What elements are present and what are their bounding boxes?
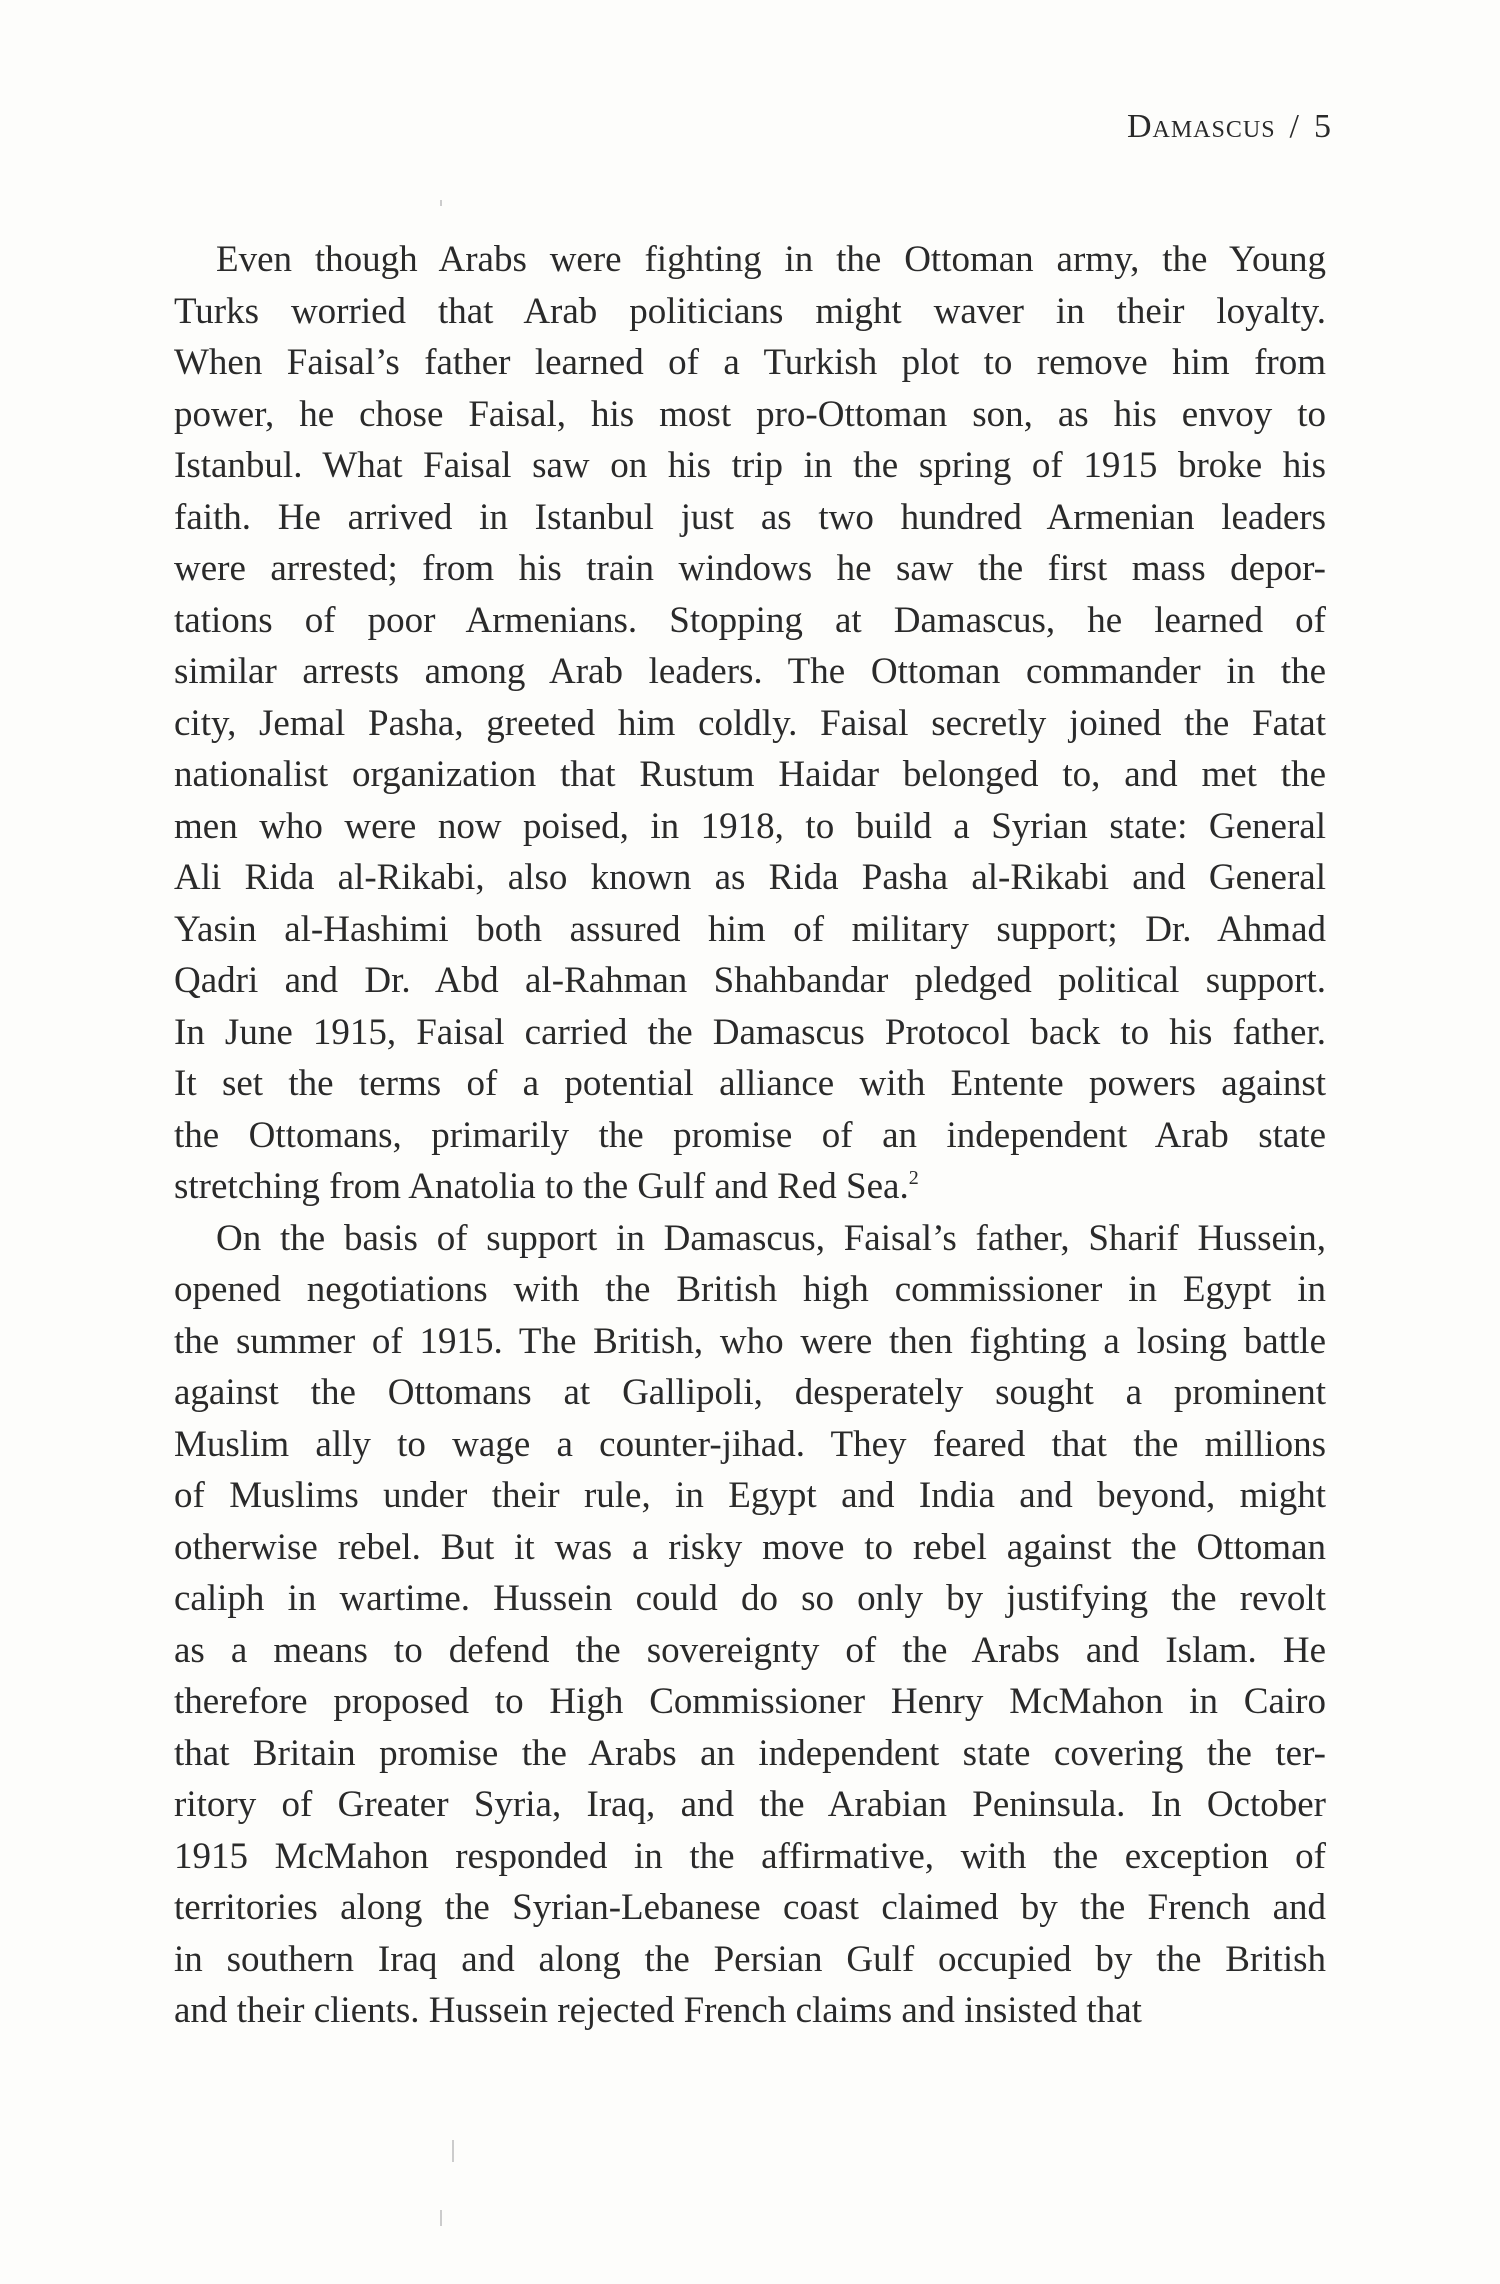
line-text: Ali Rida al-Rikabi, also known as Rida Pasha al-Rikabi and General [174, 857, 1326, 898]
page-number: 5 [1314, 108, 1332, 145]
line-text: On the basis of support in Damascus, Faisal’s father, Sharif Hussein, [216, 1217, 1326, 1259]
body-text [174, 234, 1326, 2037]
text-line [174, 1882, 1326, 1934]
text-line [174, 1676, 1326, 1728]
footnote-marker[interactable]: 2 [908, 1167, 919, 1189]
line-text: Yasin al-Hashimi both assured him of military support; Dr. Ahmad [174, 908, 1326, 950]
text-line [174, 955, 1326, 1007]
text-line [174, 1522, 1326, 1574]
line-text: tations of poor Armenians. Stopping at Damascus, he learned of [174, 599, 1326, 641]
text-line [174, 801, 1326, 853]
text-line [174, 1470, 1326, 1522]
line-text: against the Ottomans at Gallipoli, desperately sought a prominent [174, 1372, 1326, 1413]
line-text: therefore proposed to High Commissioner Henry McMahon in Cairo [174, 1681, 1326, 1722]
line-text: as a means to defend the sovereignty of the Arabs and Islam. He [174, 1629, 1326, 1671]
paragraph [174, 234, 1326, 1213]
running-header [1127, 108, 1332, 146]
line-text: When Faisal’s father learned of a Turkish plot to remove him from [174, 342, 1326, 383]
line-text: men who were now poised, in 1918, to build a Syrian state: General [174, 805, 1326, 847]
scan-speck [452, 2140, 454, 2162]
line-text: Even though Arabs were fighting in the Ottoman army, the Young [216, 239, 1326, 280]
line-text: ritory of Greater Syria, Iraq, and the Arabian Peninsula. In October [174, 1784, 1326, 1825]
line-text: city, Jemal Pasha, greeted him coldly. Faisal secretly joined the Fatat [174, 702, 1326, 744]
text-line [174, 749, 1326, 801]
paragraph [174, 1213, 1326, 2037]
line-text: Qadri and Dr. Abd al-Rahman Shahbandar pledged political support. [174, 960, 1326, 1001]
text-line [174, 1419, 1326, 1471]
text-line [174, 1728, 1326, 1780]
line-text: stretching from Anatolia to the Gulf and Red Sea. [174, 1166, 909, 1207]
text-line [174, 1573, 1326, 1625]
text-line [174, 286, 1326, 338]
line-text: of Muslims under their rule, in Egypt and India and beyond, might [174, 1475, 1326, 1516]
chapter-title: Damascus [1126, 108, 1276, 145]
line-text: faith. He arrived in Istanbul just as two hundred Armenian leaders [174, 496, 1326, 538]
line-text: In June 1915, Faisal carried the Damascus Protocol back to his father. [174, 1011, 1326, 1053]
text-line [174, 1110, 1326, 1162]
line-text: It set the terms of a potential alliance with Entente powers against [174, 1063, 1326, 1104]
text-line [174, 337, 1326, 389]
line-text: opened negotiations with the British high commissioner in Egypt in [174, 1269, 1326, 1310]
line-text: nationalist organization that Rustum Haidar belonged to, and met the [174, 754, 1326, 795]
scan-speck [440, 200, 442, 206]
line-text: 1915 McMahon responded in the affirmative, with the exception of [174, 1835, 1326, 1877]
text-line [174, 646, 1326, 698]
line-text: the Ottomans, primarily the promise of an independent Arab state [174, 1114, 1326, 1156]
text-line [174, 1058, 1326, 1110]
line-text: that Britain promise the Arabs an independent state covering the ter- [174, 1732, 1326, 1774]
text-line [174, 1007, 1326, 1059]
header-separator: / [1289, 108, 1300, 145]
line-text: Muslim ally to wage a counter-jihad. They feared that the millions [174, 1423, 1326, 1465]
text-line [174, 389, 1326, 441]
line-text: were arrested; from his train windows he saw the first mass depor- [174, 548, 1326, 589]
text-line [174, 852, 1326, 904]
text-line [174, 492, 1326, 544]
text-line [174, 1161, 1326, 1213]
line-text: the summer of 1915. The British, who were then fighting a losing battle [174, 1320, 1326, 1362]
line-text: Turks worried that Arab politicians might waver in their loyalty. [174, 290, 1326, 332]
text-line [174, 1316, 1326, 1368]
text-line [174, 698, 1326, 750]
text-line [174, 543, 1326, 595]
text-line [174, 234, 1326, 286]
line-text: caliph in wartime. Hussein could do so only by justifying the revolt [174, 1578, 1326, 1619]
text-line [174, 1213, 1326, 1265]
text-line [174, 1367, 1326, 1419]
text-line [174, 1985, 1326, 2037]
scan-speck [440, 2210, 442, 2226]
line-text: power, he chose Faisal, his most pro-Ottoman son, as his envoy to [174, 393, 1326, 435]
line-text: in southern Iraq and along the Persian Gulf occupied by the British [174, 1938, 1326, 1980]
line-text: territories along the Syrian-Lebanese coast claimed by the French and [174, 1887, 1326, 1928]
text-line [174, 1625, 1326, 1677]
line-text: otherwise rebel. But it was a risky move to rebel against the Ottoman [174, 1526, 1326, 1568]
text-line [174, 595, 1326, 647]
line-text: Istanbul. What Faisal saw on his trip in the spring of 1915 broke his [174, 445, 1326, 486]
text-line [174, 1831, 1326, 1883]
text-line [174, 440, 1326, 492]
text-line [174, 1779, 1326, 1831]
line-text: similar arrests among Arab leaders. The Ottoman commander in the [174, 651, 1326, 692]
text-line [174, 1264, 1326, 1316]
text-line [174, 1934, 1326, 1986]
text-line [174, 904, 1326, 956]
line-text: and their clients. Hussein rejected French claims and insisted that [174, 1990, 1142, 2031]
